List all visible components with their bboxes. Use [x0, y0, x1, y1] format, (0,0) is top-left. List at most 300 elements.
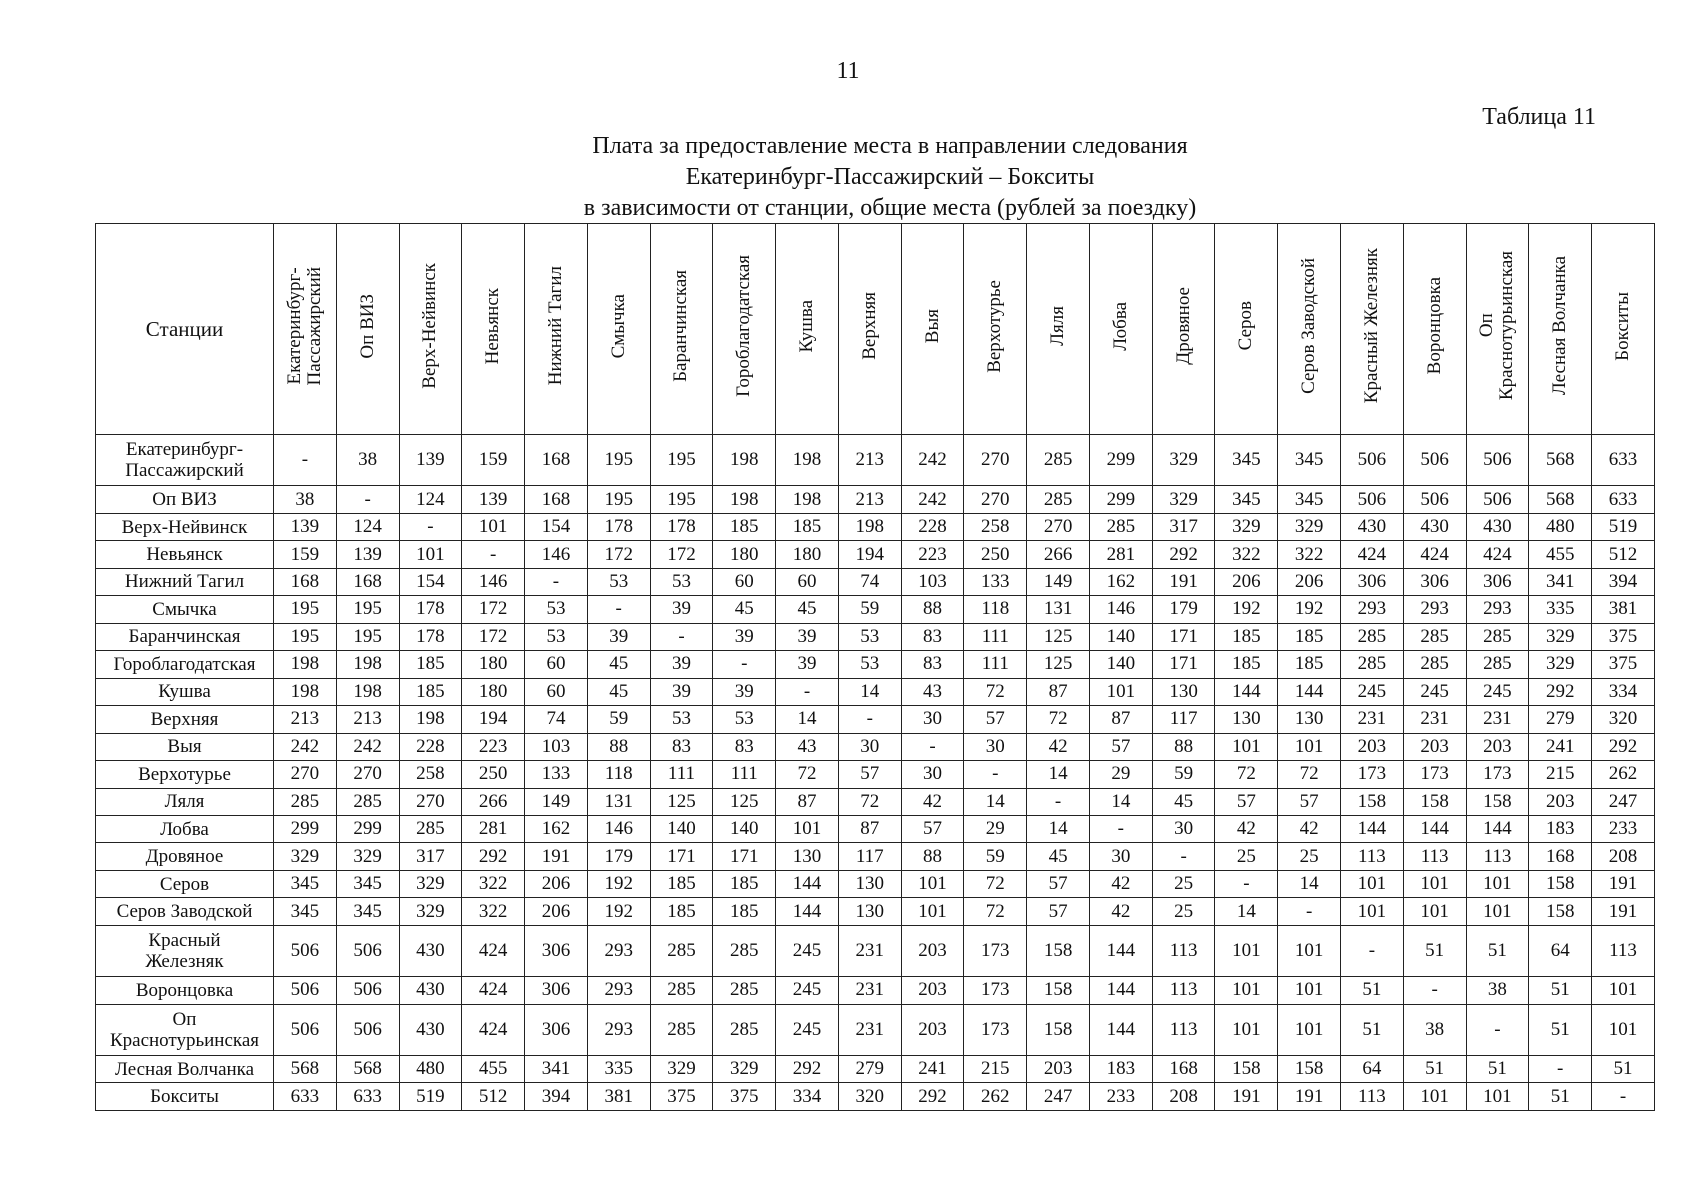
column-header — [1278, 224, 1341, 435]
fare-cell: 258 — [964, 513, 1027, 540]
fare-cell: 53 — [838, 623, 901, 650]
fare-cell: 430 — [399, 977, 462, 1004]
fare-cell: 285 — [1403, 651, 1466, 678]
fare-cell: 185 — [1278, 623, 1341, 650]
fare-cell: 242 — [901, 486, 964, 513]
fare-cell: 139 — [399, 435, 462, 486]
fare-cell: 335 — [1529, 596, 1592, 623]
column-header — [1466, 224, 1529, 435]
fare-cell: 195 — [587, 435, 650, 486]
column-header — [336, 224, 399, 435]
fare-cell: 158 — [1215, 1056, 1278, 1083]
fare-cell: 245 — [1466, 678, 1529, 705]
fare-cell: 242 — [274, 733, 337, 760]
fare-cell: 14 — [1027, 815, 1090, 842]
fare-cell: 53 — [650, 568, 713, 595]
fare-cell: 341 — [525, 1056, 588, 1083]
table-row — [96, 1083, 1655, 1111]
fare-cell: 113 — [1466, 843, 1529, 870]
fare-cell: 223 — [901, 541, 964, 568]
fare-cell: 231 — [1403, 706, 1466, 733]
fare-cell: 185 — [1215, 623, 1278, 650]
fare-cell: 329 — [1278, 513, 1341, 540]
fare-cell: 203 — [1466, 733, 1529, 760]
fare-cell: 133 — [525, 761, 588, 788]
fare-cell: 53 — [525, 596, 588, 623]
table-row — [96, 870, 1655, 897]
fare-cell: 285 — [274, 788, 337, 815]
fare-cell: 215 — [1529, 761, 1592, 788]
fare-cell: 154 — [399, 568, 462, 595]
fare-cell: 228 — [901, 513, 964, 540]
fare-cell: 83 — [901, 623, 964, 650]
fare-cell: 306 — [1466, 568, 1529, 595]
table-row — [96, 706, 1655, 733]
fare-cell: 345 — [336, 870, 399, 897]
fare-cell: 198 — [713, 435, 776, 486]
fare-cell: 424 — [462, 1004, 525, 1055]
fare-cell: 247 — [1027, 1083, 1090, 1111]
column-header-label: Лесная Волчанка — [1549, 256, 1571, 396]
fare-cell: 39 — [650, 651, 713, 678]
column-header — [901, 224, 964, 435]
fare-cell: 281 — [1089, 541, 1152, 568]
fare-cell: 87 — [1089, 706, 1152, 733]
fare-cell: 29 — [1089, 761, 1152, 788]
fare-cell: 101 — [1215, 925, 1278, 976]
fare-cell: 322 — [1215, 541, 1278, 568]
column-header-label: Лобва — [1109, 301, 1131, 351]
row-station: Баранчинская — [96, 623, 274, 650]
fare-cell: 158 — [1529, 898, 1592, 925]
fare-cell: 140 — [1089, 623, 1152, 650]
fare-cell: 320 — [1592, 706, 1655, 733]
fare-cell: 512 — [1592, 541, 1655, 568]
fare-cell: 245 — [1341, 678, 1404, 705]
fare-cell: 158 — [1529, 870, 1592, 897]
fare-cell: - — [336, 486, 399, 513]
fare-cell: 60 — [525, 651, 588, 678]
fare-cell: 185 — [1215, 651, 1278, 678]
fare-cell: 140 — [1089, 651, 1152, 678]
fare-cell: 64 — [1341, 1056, 1404, 1083]
fare-cell: 30 — [1152, 815, 1215, 842]
row-station: Лобва — [96, 815, 274, 842]
fare-cell: - — [901, 733, 964, 760]
column-header-label: Кушва — [796, 299, 817, 353]
fare-cell: 72 — [964, 870, 1027, 897]
fare-cell: 101 — [1278, 925, 1341, 976]
fare-cell: 14 — [1027, 761, 1090, 788]
row-station: Серов Заводской — [96, 898, 274, 925]
fare-cell: 144 — [1089, 925, 1152, 976]
column-header-label: Ляля — [1047, 306, 1069, 346]
fare-cell: 329 — [274, 843, 337, 870]
fare-cell: 455 — [1529, 541, 1592, 568]
row-station: Нижний Тагил — [96, 568, 274, 595]
fare-cell: 247 — [1592, 788, 1655, 815]
fare-cell: 159 — [274, 541, 337, 568]
table-row — [96, 788, 1655, 815]
fare-cell: 38 — [336, 435, 399, 486]
fare-cell: 195 — [336, 623, 399, 650]
fare-cell: 172 — [650, 541, 713, 568]
row-station: Верхняя — [96, 706, 274, 733]
fare-cell: 173 — [1341, 761, 1404, 788]
fare-cell: 480 — [399, 1056, 462, 1083]
column-header — [462, 224, 525, 435]
column-header-label: Серов — [1235, 301, 1257, 351]
fare-cell: 195 — [650, 486, 713, 513]
fare-cell: 144 — [1089, 1004, 1152, 1055]
fare-cell: 292 — [1592, 733, 1655, 760]
fare-cell: 53 — [838, 651, 901, 678]
fare-cell: 51 — [1341, 977, 1404, 1004]
column-header — [1403, 224, 1466, 435]
fare-cell: 172 — [462, 596, 525, 623]
corner-header: Станции — [96, 224, 274, 435]
row-station: Кушва — [96, 678, 274, 705]
fare-cell: 45 — [1027, 843, 1090, 870]
fare-cell: 203 — [901, 1004, 964, 1055]
fare-cell: 59 — [1152, 761, 1215, 788]
fare-cell: 213 — [274, 706, 337, 733]
fare-cell: 146 — [462, 568, 525, 595]
fare-cell: 322 — [1278, 541, 1341, 568]
fare-cell: 285 — [713, 925, 776, 976]
row-station: Лесная Волчанка — [96, 1056, 274, 1083]
fare-cell: 173 — [964, 977, 1027, 1004]
fare-cell: 180 — [462, 651, 525, 678]
fare-cell: 285 — [650, 977, 713, 1004]
fare-cell: 168 — [525, 486, 588, 513]
fare-cell: 130 — [838, 898, 901, 925]
fare-cell: 633 — [1592, 486, 1655, 513]
row-station: Выя — [96, 733, 274, 760]
fare-cell: - — [776, 678, 839, 705]
fare-cell: 87 — [838, 815, 901, 842]
fare-cell: 178 — [399, 596, 462, 623]
fare-cell: 154 — [525, 513, 588, 540]
fare-cell: 39 — [587, 623, 650, 650]
row-station: Верх-Нейвинск — [96, 513, 274, 540]
fare-cell: 292 — [462, 843, 525, 870]
fare-cell: 345 — [1278, 486, 1341, 513]
column-header — [776, 224, 839, 435]
fare-cell: 42 — [1089, 898, 1152, 925]
fare-cell: 262 — [964, 1083, 1027, 1111]
fare-cell: 42 — [1278, 815, 1341, 842]
fare-cell: 25 — [1152, 898, 1215, 925]
fare-cell: 180 — [713, 541, 776, 568]
header-row — [96, 224, 1655, 435]
fare-cell: 25 — [1278, 843, 1341, 870]
fare-cell: 53 — [650, 706, 713, 733]
fare-cell: 292 — [1529, 678, 1592, 705]
table-body — [96, 435, 1655, 1111]
fare-cell: 241 — [1529, 733, 1592, 760]
fare-cell: - — [1403, 977, 1466, 1004]
fare-cell: 168 — [336, 568, 399, 595]
fare-cell: 113 — [1403, 843, 1466, 870]
fare-cell: 270 — [1027, 513, 1090, 540]
fare-cell: 568 — [1529, 486, 1592, 513]
fare-cell: 101 — [462, 513, 525, 540]
fare-cell: 299 — [274, 815, 337, 842]
row-station: Верхотурье — [96, 761, 274, 788]
fare-cell: 14 — [964, 788, 1027, 815]
fare-cell: 101 — [1592, 1004, 1655, 1055]
fare-cell: 519 — [1592, 513, 1655, 540]
title-line-1: Плата за предоставление места в направлении следования — [592, 133, 1188, 159]
fare-cell: 270 — [964, 486, 1027, 513]
fare-cell: 506 — [1341, 486, 1404, 513]
fare-cell: - — [1341, 925, 1404, 976]
fare-cell: 124 — [336, 513, 399, 540]
fare-cell: 39 — [776, 623, 839, 650]
fare-cell: 38 — [274, 486, 337, 513]
fare-cell: 117 — [1152, 706, 1215, 733]
table-row — [96, 925, 1655, 976]
fare-cell: 250 — [462, 761, 525, 788]
fare-cell: 231 — [838, 1004, 901, 1055]
fare-cell: 25 — [1152, 870, 1215, 897]
fare-cell: 103 — [525, 733, 588, 760]
fare-cell: 57 — [838, 761, 901, 788]
table-title — [420, 131, 1360, 224]
fare-cell: 292 — [901, 1083, 964, 1111]
table-row — [96, 486, 1655, 513]
fare-cell: 101 — [1592, 977, 1655, 1004]
fare-cell: 203 — [1529, 788, 1592, 815]
fare-cell: 424 — [462, 925, 525, 976]
fare-cell: 45 — [713, 596, 776, 623]
fare-cell: 185 — [713, 870, 776, 897]
fare-cell: 83 — [713, 733, 776, 760]
fare-cell: 285 — [650, 1004, 713, 1055]
fare-cell: 51 — [1529, 1083, 1592, 1111]
fare-cell: 101 — [776, 815, 839, 842]
fare-cell: 206 — [525, 898, 588, 925]
column-header-label: Смычка — [607, 293, 629, 359]
fare-cell: 191 — [1592, 898, 1655, 925]
fare-cell: 42 — [1089, 870, 1152, 897]
fare-cell: 101 — [1278, 733, 1341, 760]
fare-cell: 455 — [462, 1056, 525, 1083]
fare-cell: 101 — [1215, 733, 1278, 760]
fare-cell: 285 — [1466, 623, 1529, 650]
fare-cell: 118 — [964, 596, 1027, 623]
table-row — [96, 977, 1655, 1004]
fare-cell: 293 — [587, 977, 650, 1004]
fare-cell: 183 — [1529, 815, 1592, 842]
fare-cell: 198 — [336, 651, 399, 678]
fare-cell: 130 — [1215, 706, 1278, 733]
column-header-label: Невьянск — [482, 287, 504, 365]
table-row — [96, 651, 1655, 678]
fare-cell: 299 — [336, 815, 399, 842]
fare-cell: 101 — [1466, 898, 1529, 925]
fare-cell: 159 — [462, 435, 525, 486]
fare-cell: 430 — [1403, 513, 1466, 540]
table-row — [96, 568, 1655, 595]
fare-cell: 72 — [1278, 761, 1341, 788]
fare-cell: 568 — [336, 1056, 399, 1083]
fare-cell: 39 — [713, 623, 776, 650]
fare-cell: 158 — [1027, 1004, 1090, 1055]
fare-cell: - — [1089, 815, 1152, 842]
fare-cell: 171 — [1152, 623, 1215, 650]
fare-cell: 133 — [964, 568, 1027, 595]
row-station: Серов — [96, 870, 274, 897]
fare-cell: 146 — [1089, 596, 1152, 623]
fare-cell: 57 — [1278, 788, 1341, 815]
fare-cell: 208 — [1152, 1083, 1215, 1111]
fare-cell: 60 — [713, 568, 776, 595]
fare-cell: 430 — [399, 1004, 462, 1055]
fare-cell: 245 — [776, 977, 839, 1004]
fare-cell: 285 — [1341, 623, 1404, 650]
fare-cell: 144 — [776, 898, 839, 925]
fare-cell: - — [713, 651, 776, 678]
fare-cell: 45 — [1152, 788, 1215, 815]
fare-cell: 51 — [1466, 1056, 1529, 1083]
fare-cell: 113 — [1152, 1004, 1215, 1055]
table-row — [96, 1004, 1655, 1055]
fare-cell: 183 — [1089, 1056, 1152, 1083]
table-row — [96, 815, 1655, 842]
fare-cell: 506 — [1341, 435, 1404, 486]
fare-cell: 39 — [713, 678, 776, 705]
fare-cell: 375 — [1592, 651, 1655, 678]
table-row — [96, 898, 1655, 925]
fare-cell: 158 — [1278, 1056, 1341, 1083]
fare-cell: 171 — [650, 843, 713, 870]
table-row — [96, 623, 1655, 650]
fare-cell: 38 — [1403, 1004, 1466, 1055]
fare-cell: 285 — [1027, 435, 1090, 486]
column-header-label: Баранчинская — [670, 270, 692, 382]
row-station: Оп Краснотурьинская — [96, 1004, 274, 1055]
fare-cell: 178 — [587, 513, 650, 540]
fare-cell: 185 — [399, 678, 462, 705]
fare-cell: 118 — [587, 761, 650, 788]
fare-cell: 180 — [462, 678, 525, 705]
fare-cell: 51 — [1403, 925, 1466, 976]
fare-cell: 195 — [587, 486, 650, 513]
column-header — [838, 224, 901, 435]
fare-cell: 29 — [964, 815, 1027, 842]
fare-cell: 45 — [776, 596, 839, 623]
fare-cell: 101 — [1403, 898, 1466, 925]
fare-cell: 633 — [336, 1083, 399, 1111]
fare-cell: 51 — [1466, 925, 1529, 976]
fare-cell: 72 — [964, 898, 1027, 925]
fare-cell: 266 — [1027, 541, 1090, 568]
fare-cell: - — [964, 761, 1027, 788]
table-row — [96, 761, 1655, 788]
fare-cell: 130 — [776, 843, 839, 870]
row-station: Дровяное — [96, 843, 274, 870]
fare-cell: 568 — [1529, 435, 1592, 486]
row-station: Красный Железняк — [96, 925, 274, 976]
fare-cell: 306 — [1403, 568, 1466, 595]
column-header-label: Верхотурье — [984, 279, 1006, 373]
column-header — [1529, 224, 1592, 435]
fare-cell: 329 — [1529, 623, 1592, 650]
fare-cell: 329 — [1529, 651, 1592, 678]
fare-cell: 125 — [713, 788, 776, 815]
fare-cell: 424 — [1403, 541, 1466, 568]
fare-cell: 103 — [901, 568, 964, 595]
fare-cell: 430 — [1466, 513, 1529, 540]
fare-cell: 203 — [1341, 733, 1404, 760]
fare-cell: 59 — [964, 843, 1027, 870]
fare-cell: 293 — [1341, 596, 1404, 623]
fare-cell: 203 — [901, 925, 964, 976]
fare-cell: 14 — [776, 706, 839, 733]
fare-cell: 113 — [1341, 843, 1404, 870]
fare-cell: 57 — [964, 706, 1027, 733]
fare-cell: 299 — [1089, 486, 1152, 513]
fare-cell: 206 — [525, 870, 588, 897]
fare-cell: 285 — [1466, 651, 1529, 678]
fare-cell: 130 — [1278, 706, 1341, 733]
fare-cell: 206 — [1278, 568, 1341, 595]
fare-cell: 293 — [587, 1004, 650, 1055]
fare-cell: 39 — [650, 678, 713, 705]
fare-cell: 195 — [274, 623, 337, 650]
page-number: 11 — [836, 58, 860, 84]
fare-cell: 14 — [838, 678, 901, 705]
fare-cell: 57 — [1027, 870, 1090, 897]
row-station: Гороблагодатская — [96, 651, 274, 678]
fare-cell: 195 — [274, 596, 337, 623]
fare-cell: 185 — [776, 513, 839, 540]
column-header-label: Красный Железняк — [1360, 248, 1382, 404]
fare-cell: 74 — [525, 706, 588, 733]
fare-cell: 512 — [462, 1083, 525, 1111]
fare-cell: 213 — [838, 486, 901, 513]
fare-cell: 158 — [1027, 977, 1090, 1004]
fare-cell: 568 — [274, 1056, 337, 1083]
fare-cell: 279 — [1529, 706, 1592, 733]
fare-cell: 179 — [1152, 596, 1215, 623]
fare-cell: 178 — [399, 623, 462, 650]
fare-cell: 162 — [525, 815, 588, 842]
fare-cell: 375 — [713, 1083, 776, 1111]
fare-cell: 144 — [776, 870, 839, 897]
fare-cell: 215 — [964, 1056, 1027, 1083]
fare-cell: 191 — [1152, 568, 1215, 595]
fare-cell: 285 — [713, 1004, 776, 1055]
fare-cell: 168 — [525, 435, 588, 486]
fare-cell: 506 — [1466, 486, 1529, 513]
column-header — [1152, 224, 1215, 435]
fare-cell: 53 — [525, 623, 588, 650]
fare-cell: 173 — [964, 1004, 1027, 1055]
fare-cell: 124 — [399, 486, 462, 513]
fare-cell: 113 — [1341, 1083, 1404, 1111]
column-header — [587, 224, 650, 435]
fare-cell: 185 — [713, 513, 776, 540]
fare-cell: 72 — [964, 678, 1027, 705]
fare-cell: 329 — [1152, 486, 1215, 513]
fare-cell: 30 — [838, 733, 901, 760]
fare-cell: 101 — [1466, 870, 1529, 897]
fare-cell: 101 — [1341, 898, 1404, 925]
fare-cell: 329 — [650, 1056, 713, 1083]
